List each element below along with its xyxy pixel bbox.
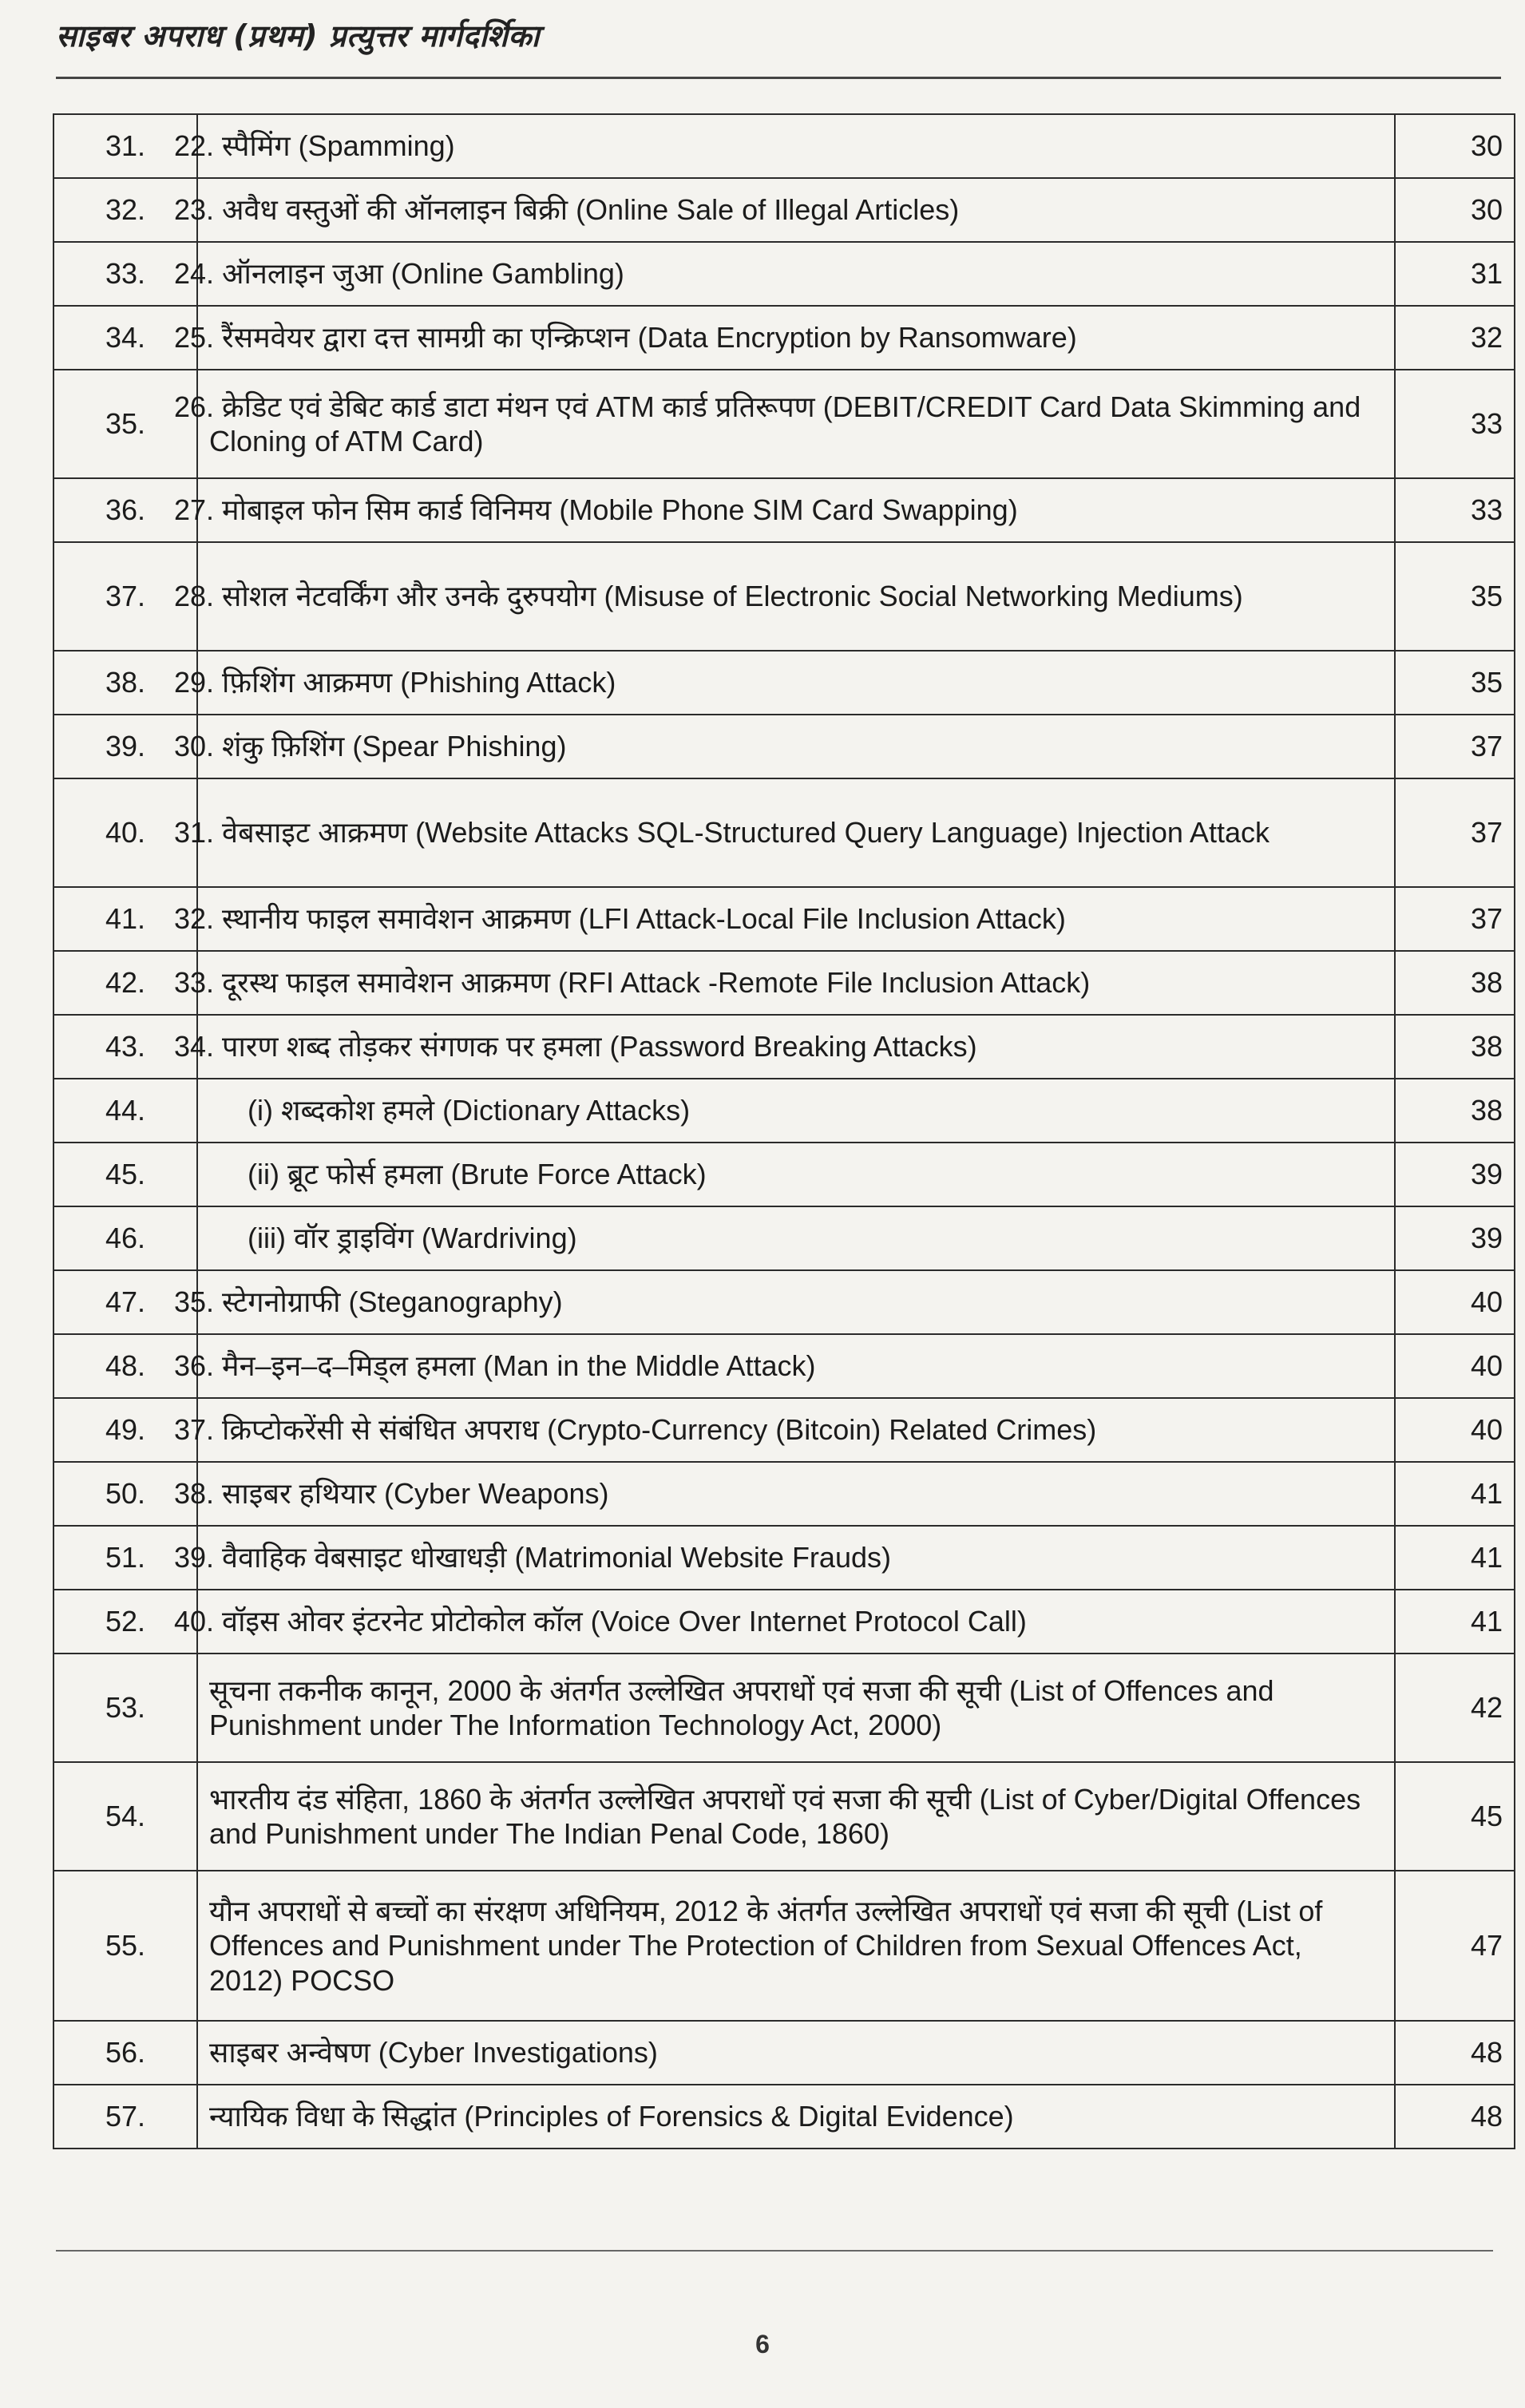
serial-number: 55. <box>53 1871 197 2021</box>
table-row <box>53 1206 1515 1270</box>
header-rule <box>56 77 1501 79</box>
serial-number: 50. <box>53 1462 197 1526</box>
page-ref: 47 <box>1395 1871 1515 2021</box>
serial-number: 54. <box>53 1762 197 1871</box>
page-ref: 35 <box>1395 651 1515 715</box>
table-row <box>53 370 1515 478</box>
entry-title: (iii) वॉर ड्राइविंग (Wardriving) <box>197 1206 1395 1270</box>
entry-title: 22. स्पैमिंग (Spamming) <box>197 114 1395 178</box>
entry-title: 27. मोबाइल फोन सिम कार्ड विनिमय (Mobile Phone SIM Card Swapping) <box>197 478 1395 542</box>
page-ref: 33 <box>1395 478 1515 542</box>
serial-number: 33. <box>53 242 197 306</box>
table-row <box>53 478 1515 542</box>
entry-title: (ii) ब्रूट फोर्स हमला (Brute Force Attack) <box>197 1143 1395 1206</box>
contents-table <box>53 113 1515 2149</box>
table-row <box>53 306 1515 370</box>
serial-number: 49. <box>53 1398 197 1462</box>
entry-title: 30. शंकु फ़िशिंग (Spear Phishing) <box>197 715 1395 778</box>
table-row <box>53 1079 1515 1143</box>
table-row <box>53 242 1515 306</box>
page-ref: 30 <box>1395 178 1515 242</box>
serial-number: 38. <box>53 651 197 715</box>
serial-number: 36. <box>53 478 197 542</box>
page-ref: 38 <box>1395 951 1515 1015</box>
entry-title: 40. वॉइस ओवर इंटरनेट प्रोटोकोल कॉल (Voice Over Internet Protocol Call) <box>197 1590 1395 1654</box>
footer-rule <box>56 2250 1493 2252</box>
page-header-title: साइबर अपराध (प्रथम) प्रत्युत्तर मार्गदर्शिका <box>56 18 540 53</box>
page-ref: 38 <box>1395 1015 1515 1079</box>
serial-number: 46. <box>53 1206 197 1270</box>
page-ref: 33 <box>1395 370 1515 478</box>
page-ref: 39 <box>1395 1143 1515 1206</box>
entry-title: 23. अवैध वस्तुओं की ऑनलाइन बिक्री (Online Sale of Illegal Articles) <box>197 178 1395 242</box>
page-ref: 48 <box>1395 2021 1515 2085</box>
entry-title: 35. स्टेगनोग्राफी (Steganography) <box>197 1270 1395 1334</box>
serial-number: 56. <box>53 2021 197 2085</box>
entry-title: 37. क्रिप्टोकरेंसी से संबंधित अपराध (Crypto-Currency (Bitcoin) Related Crimes) <box>197 1398 1395 1462</box>
entry-title: 25. रैंसमवेयर द्वारा दत्त सामग्री का एन्क्रिप्शन (Data Encryption by Ransomware) <box>197 306 1395 370</box>
table-row <box>53 951 1515 1015</box>
entry-title: यौन अपराधों से बच्चों का संरक्षण अधिनियम, 2012 के अंतर्गत उल्लेखित अपराधों एवं सजा की सूची (List of Offences and Punishment under The Protection of Children from Sexual Offences Act, 2012) POCSO <box>197 1871 1395 2021</box>
table-row <box>53 887 1515 951</box>
table-row <box>53 2021 1515 2085</box>
page-ref: 40 <box>1395 1398 1515 1462</box>
serial-number: 53. <box>53 1654 197 1762</box>
serial-number: 32. <box>53 178 197 242</box>
entry-title: सूचना तकनीक कानून, 2000 के अंतर्गत उल्लेखित अपराधों एवं सजा की सूची (List of Offences and Punishment under The Information Technology Act, 2000) <box>197 1654 1395 1762</box>
entry-title: 38. साइबर हथियार (Cyber Weapons) <box>197 1462 1395 1526</box>
serial-number: 43. <box>53 1015 197 1079</box>
page-ref: 41 <box>1395 1590 1515 1654</box>
page-ref: 31 <box>1395 242 1515 306</box>
page-ref: 35 <box>1395 542 1515 651</box>
page-ref: 39 <box>1395 1206 1515 1270</box>
entry-title: 34. पारण शब्द तोड़कर संगणक पर हमला (Password Breaking Attacks) <box>197 1015 1395 1079</box>
serial-number: 51. <box>53 1526 197 1590</box>
table-row <box>53 114 1515 178</box>
entry-title: 29. फ़िशिंग आक्रमण (Phishing Attack) <box>197 651 1395 715</box>
serial-number: 47. <box>53 1270 197 1334</box>
table-row <box>53 1270 1515 1334</box>
entry-title: 32. स्थानीय फाइल समावेशन आक्रमण (LFI Attack-Local File Inclusion Attack) <box>197 887 1395 951</box>
page-ref: 37 <box>1395 715 1515 778</box>
serial-number: 44. <box>53 1079 197 1143</box>
table-row <box>53 1143 1515 1206</box>
table-row <box>53 1590 1515 1654</box>
entry-title: 39. वैवाहिक वेबसाइट धोखाधड़ी (Matrimonial Website Frauds) <box>197 1526 1395 1590</box>
table-row <box>53 1762 1515 1871</box>
serial-number: 42. <box>53 951 197 1015</box>
table-row <box>53 178 1515 242</box>
table-row <box>53 1398 1515 1462</box>
page-ref: 41 <box>1395 1526 1515 1590</box>
table-row <box>53 1015 1515 1079</box>
page-ref: 30 <box>1395 114 1515 178</box>
page-ref: 38 <box>1395 1079 1515 1143</box>
entry-title: 31. वेबसाइट आक्रमण (Website Attacks SQL-Structured Query Language) Injection Attack <box>197 778 1395 887</box>
entry-title: 36. मैन–इन–द–मिड्ल हमला (Man in the Middle Attack) <box>197 1334 1395 1398</box>
table-row <box>53 1654 1515 1762</box>
page-ref: 45 <box>1395 1762 1515 1871</box>
serial-number: 52. <box>53 1590 197 1654</box>
entry-title: 28. सोशल नेटवर्किंग और उनके दुरुपयोग (Misuse of Electronic Social Networking Mediums) <box>197 542 1395 651</box>
serial-number: 45. <box>53 1143 197 1206</box>
page-ref: 40 <box>1395 1334 1515 1398</box>
table-row <box>53 2085 1515 2149</box>
serial-number: 57. <box>53 2085 197 2149</box>
serial-number: 48. <box>53 1334 197 1398</box>
entry-title: 33. दूरस्थ फाइल समावेशन आक्रमण (RFI Attack -Remote File Inclusion Attack) <box>197 951 1395 1015</box>
entry-title: साइबर अन्वेषण (Cyber Investigations) <box>197 2021 1395 2085</box>
serial-number: 34. <box>53 306 197 370</box>
page-number: 6 <box>755 2330 770 2358</box>
table-row <box>53 1871 1515 2021</box>
table-row <box>53 542 1515 651</box>
serial-number: 31. <box>53 114 197 178</box>
page-ref: 42 <box>1395 1654 1515 1762</box>
page-ref: 37 <box>1395 778 1515 887</box>
page-ref: 32 <box>1395 306 1515 370</box>
table-row <box>53 715 1515 778</box>
table-row <box>53 651 1515 715</box>
serial-number: 35. <box>53 370 197 478</box>
serial-number: 40. <box>53 778 197 887</box>
page-ref: 37 <box>1395 887 1515 951</box>
page-ref: 48 <box>1395 2085 1515 2149</box>
entry-title: 24. ऑनलाइन जुआ (Online Gambling) <box>197 242 1395 306</box>
serial-number: 41. <box>53 887 197 951</box>
table-row <box>53 1334 1515 1398</box>
serial-number: 39. <box>53 715 197 778</box>
page-ref: 40 <box>1395 1270 1515 1334</box>
page-ref: 41 <box>1395 1462 1515 1526</box>
table-row <box>53 1462 1515 1526</box>
table-row <box>53 778 1515 887</box>
entry-title: 26. क्रेडिट एवं डेबिट कार्ड डाटा मंथन एवं ATM कार्ड प्रतिरूपण (DEBIT/CREDIT Card Data Skimming and Cloning of ATM Card) <box>197 370 1395 478</box>
serial-number: 37. <box>53 542 197 651</box>
entry-title: भारतीय दंड संहिता, 1860 के अंतर्गत उल्लेखित अपराधों एवं सजा की सूची (List of Cyber/Digital Offences and Punishment under The Indian Penal Code, 1860) <box>197 1762 1395 1871</box>
entry-title: न्यायिक विधा के सिद्धांत (Principles of Forensics & Digital Evidence) <box>197 2085 1395 2149</box>
entry-title: (i) शब्दकोश हमले (Dictionary Attacks) <box>197 1079 1395 1143</box>
table-row <box>53 1526 1515 1590</box>
